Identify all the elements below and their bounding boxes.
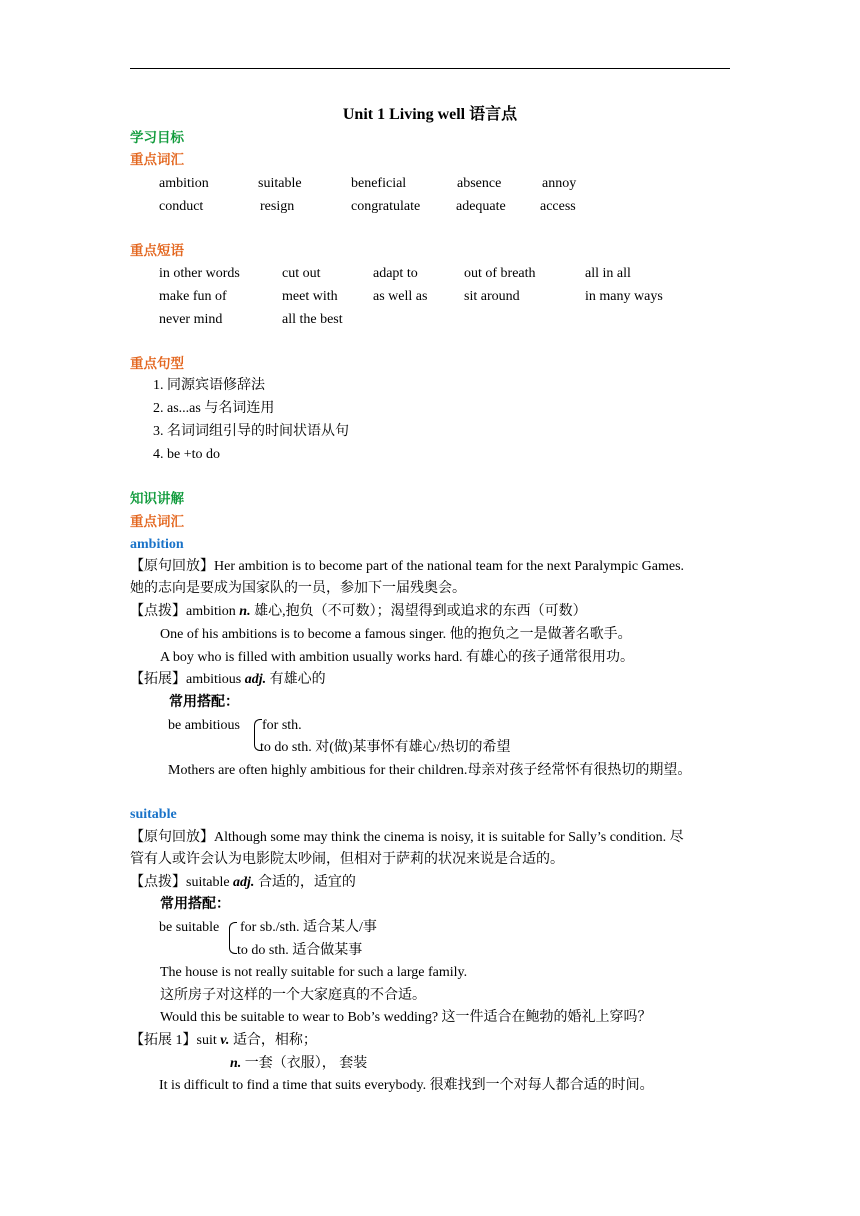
tip-word: ambition	[186, 604, 236, 619]
original-sentence	[130, 558, 684, 576]
page-title: Unit 1 Living well 语言点	[342, 106, 518, 123]
section-key-vocab: 重点词汇	[130, 152, 184, 168]
label-extension: 【拓展 1】	[130, 1033, 197, 1048]
vocab-word: beneficial	[351, 176, 407, 191]
original-sentence	[130, 829, 684, 847]
tip-line	[130, 603, 587, 621]
vocab-word: access	[540, 199, 576, 214]
collocation-option: to do sth. 对(做)某事怀有雄心/热切的希望	[260, 740, 511, 755]
section-key-vocab-2: 重点词汇	[130, 514, 184, 530]
label-original: 【原句回放】	[130, 559, 214, 574]
phrase: never mind	[159, 312, 223, 327]
tip-line	[130, 874, 356, 892]
section-goals: 学习目标	[130, 130, 184, 146]
part-of-speech: v.	[220, 1033, 230, 1048]
section-key-sentences: 重点句型	[130, 356, 184, 372]
label-tip: 【点拨】	[130, 604, 186, 619]
phrase: all the best	[282, 312, 343, 327]
vocab-word: conduct	[159, 199, 204, 214]
original-text: Although some may think the cinema is noisy, it is suitable for Sally’s condition. 尽	[214, 830, 684, 845]
section-explanation: 知识讲解	[130, 491, 184, 507]
example-sentence: Would this be suitable to wear to Bob’s wedding? 这一件适合在鲍勃的婚礼上穿吗？	[160, 1010, 652, 1025]
extension-word: ambitious	[186, 672, 242, 687]
collocation-option: to do sth. 适合做某事	[237, 943, 363, 958]
collocation-head: be ambitious	[168, 718, 240, 733]
phrase: adapt to	[373, 266, 418, 281]
original-translation: 管有人或许会认为电影院太吵闹，但相对于萨莉的状况来说是合适的。	[130, 852, 564, 867]
collocation-head: be suitable	[159, 920, 220, 935]
header-rule	[130, 68, 730, 69]
part-of-speech: n.	[239, 604, 251, 619]
tip-word: suitable	[186, 875, 230, 890]
phrase: in many ways	[585, 289, 663, 304]
section-key-phrases: 重点短语	[130, 243, 184, 259]
part-of-speech: n.	[230, 1056, 242, 1071]
original-translation: 她的志向是要成为国家队的一员，参加下一届残奥会。	[130, 581, 466, 596]
vocab-word: congratulate	[351, 199, 421, 214]
phrase: sit around	[464, 289, 520, 304]
extension-definition: 适合，相称；	[229, 1033, 317, 1048]
example-translation: 这所房子对这样的一个大家庭真的不合适。	[160, 988, 426, 1003]
vocab-word: absence	[457, 176, 502, 191]
phrase: in other words	[159, 266, 240, 281]
phrase: cut out	[282, 266, 321, 281]
original-text: Her ambition is to become part of the national team for the next Paralympic Games.	[214, 559, 685, 574]
tip-definition: 雄心,抱负（不可数）；渴望得到或追求的东西（可数）	[250, 604, 587, 619]
example-sentence: A boy who is filled with ambition usually works hard. 有雄心的孩子通常很用功。	[160, 650, 635, 665]
part-of-speech: adj.	[233, 875, 255, 890]
label-extension: 【拓展】	[130, 672, 186, 687]
vocab-word: adequate	[456, 199, 506, 214]
sentence-pattern: 1. 同源宾语修辞法	[153, 378, 265, 393]
extension-line-2	[230, 1055, 367, 1073]
extension-line	[130, 1032, 317, 1050]
extension-line	[130, 671, 326, 689]
sentence-pattern: 2. as...as 与名词连用	[153, 401, 275, 416]
sentence-pattern: 4. be +to do	[153, 447, 220, 462]
example-sentence: The house is not really suitable for such a large family.	[160, 965, 468, 980]
example-sentence: One of his ambitions is to become a famous singer. 他的抱负之一是做著名歌手。	[160, 627, 632, 642]
phrase: as well as	[373, 289, 428, 304]
vocab-word: suitable	[258, 176, 302, 191]
sentence-pattern: 3. 名词词组引导的时间状语从句	[153, 424, 349, 439]
entry-heading-ambition: ambition	[130, 537, 184, 552]
collocation-option: for sb./sth. 适合某人/事	[240, 920, 377, 935]
vocab-word: annoy	[542, 176, 577, 191]
vocab-word: resign	[260, 199, 295, 214]
label-original: 【原句回放】	[130, 830, 214, 845]
extension-word: suit	[196, 1033, 217, 1048]
example-sentence: It is difficult to find a time that suits everybody. 很难找到一个对每人都合适的时间。	[159, 1078, 654, 1093]
phrase: meet with	[282, 289, 338, 304]
collocation-label: 常用搭配：	[160, 897, 230, 912]
label-tip: 【点拨】	[130, 875, 186, 890]
example-sentence: Mothers are often highly ambitious for their children.母亲对孩子经常怀有很热切的期望。	[168, 763, 692, 778]
phrase: out of breath	[464, 266, 536, 281]
collocation-option: for sth.	[262, 718, 302, 733]
extension-definition: 有雄心的	[266, 672, 326, 687]
phrase: make fun of	[159, 289, 227, 304]
vocab-word: ambition	[159, 176, 209, 191]
part-of-speech: adj.	[244, 672, 267, 687]
brace-icon	[229, 922, 237, 954]
entry-heading-suitable: suitable	[130, 807, 177, 822]
extension-definition: 一套（衣服）， 套装	[241, 1056, 368, 1071]
collocation-label: 常用搭配：	[169, 695, 239, 710]
tip-definition: 合适的，适宜的	[254, 875, 356, 890]
phrase: all in all	[585, 266, 631, 281]
